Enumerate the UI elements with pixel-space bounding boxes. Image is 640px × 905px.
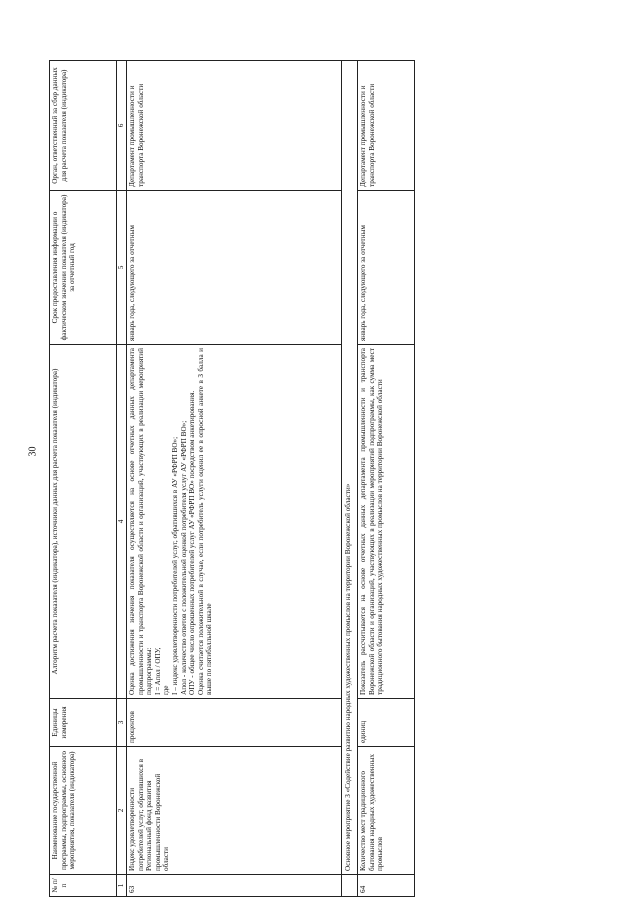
- header-row: [50, 61, 117, 897]
- column-number: 2: [117, 747, 127, 875]
- header-units: Единицы измерения: [50, 699, 117, 747]
- indicator-deadline: январь года, следующего за отчетным: [358, 191, 415, 345]
- algorithm-formula: I = Aпол / ОПУ,: [153, 647, 162, 695]
- indicator-units: единиц: [358, 699, 415, 747]
- column-number: 4: [117, 345, 127, 699]
- indicator-table: [49, 60, 415, 897]
- indicator-responsible: Департамент промышленности и транспорта Воронежской области: [127, 61, 342, 191]
- indicator-name: Количество мест традиционного бытования народных художественных промыслов: [358, 747, 415, 875]
- header-responsible: Орган, ответственный за сбор данных для расчета показателя (индикатора): [50, 61, 117, 191]
- algorithm-line: где: [162, 685, 171, 695]
- section-title: Основное мероприятие 3 «Содействие развитию народных художественных промыслов на территории Воронежской области»: [342, 61, 358, 875]
- page-number: 30: [27, 446, 39, 457]
- column-number: 3: [117, 699, 127, 747]
- algorithm-line: Оценка считается положительной в случае, если потребитель услуги оценил ее в опросной анкете в 3 балла и выше по пятибалльной шкале: [196, 348, 214, 695]
- row-number: 63: [127, 875, 342, 897]
- column-number: 1: [117, 875, 127, 897]
- indicator-algorithm: [127, 345, 342, 699]
- column-number: 6: [117, 61, 127, 191]
- algorithm-line: Оценка достижения значения показателя осуществляется на основе отчетных данных департамента промышленности и транспорта Воронежской области и организаций, участвующих в реализации мероприятий подпрограммы:: [128, 348, 154, 695]
- header-num: № п/п: [50, 875, 117, 897]
- indicator-units: процентов: [127, 699, 342, 747]
- section-num-cell: [342, 875, 358, 897]
- algorithm-line: Aпол - количество ответов с положительной оценкой потребителя услуг АУ «РФРП ВО»;: [179, 420, 188, 695]
- indicator-responsible: Департамент промышленности и транспорта Воронежской области: [358, 61, 415, 191]
- header-algorithm: Алгоритм расчета показателя (индикатора), источники данных для расчета показателя (индикатора): [50, 345, 117, 699]
- row-number: 64: [358, 875, 415, 897]
- indicator-name: Индекс удовлетворенности потребителей услуг, обратившихся в Региональный фонд развития промышленности Воронежской области: [127, 747, 342, 875]
- algorithm-line: I – индекс удовлетворенности потребителей услуг, обратившихся в АУ «РФРП ВО»;: [170, 436, 179, 695]
- section-row: [342, 61, 358, 897]
- table-row-64: [358, 61, 415, 897]
- table-row-63: [127, 61, 342, 897]
- indicator-deadline: январь года, следующего за отчетным: [127, 191, 342, 345]
- rotated-table-sheet: [49, 61, 640, 897]
- column-number: 5: [117, 191, 127, 345]
- header-deadline: Срок предоставления информации о фактическом значении показателя (индикатора) за отчетный год: [50, 191, 117, 345]
- indicator-algorithm: Показатель рассчитывается на основе отчетных данных департамента промышленности и транспорта Воронежской области и организаций, участвующих в реализации мероприятий подпрограммы, как сумма мест традиционного бытования народных художественных промыслов на территории Воронежской области: [358, 345, 415, 699]
- column-number-row: [117, 61, 127, 897]
- algorithm-line: ОПУ - общее число опрошенных потребителей услуг АУ «РФРП ВО» посредством анкетирования.: [188, 390, 197, 695]
- header-name: Наименование государственной программы, подпрограммы, основного мероприятия, показателя (индикатора): [50, 747, 117, 875]
